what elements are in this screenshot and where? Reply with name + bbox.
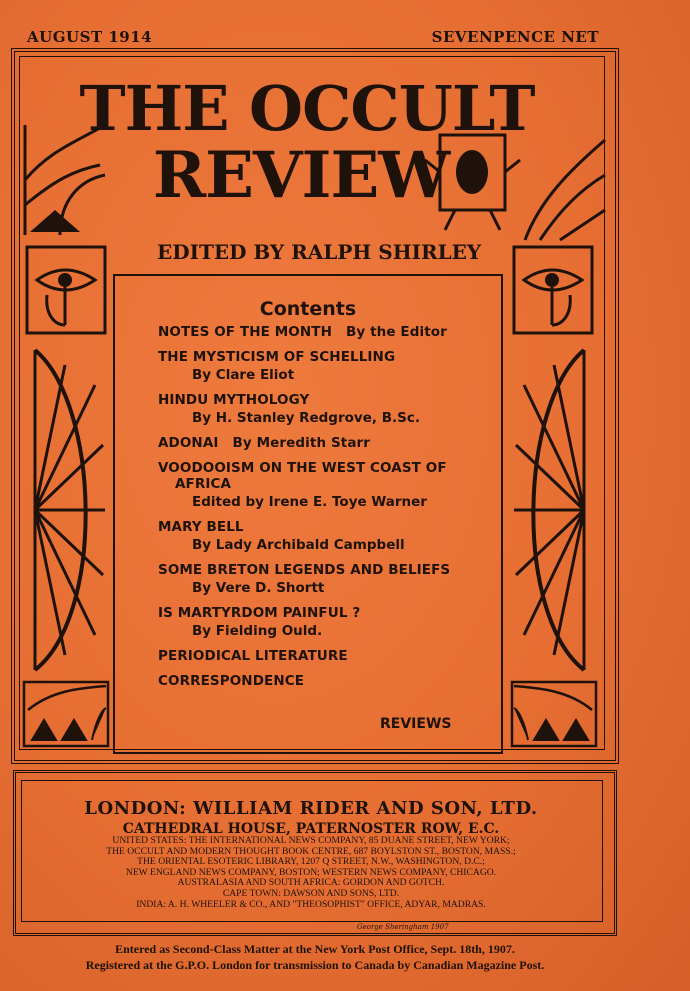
article-title: IS MARTYRDOM PAINFUL ? bbox=[158, 605, 361, 621]
list-item bbox=[158, 648, 508, 664]
list-item bbox=[158, 673, 508, 689]
article-author: By Meredith Starr bbox=[232, 435, 371, 451]
agent-line: NEW ENGLAND NEWS COMPANY, BOSTON; WESTERN NEWS COMPANY, CHICAGO. bbox=[125, 866, 497, 878]
list-item bbox=[158, 562, 508, 596]
lotus-ornament-bottom-right bbox=[510, 680, 598, 748]
article-title: THE MYSTICISM OF SCHELLING bbox=[158, 349, 396, 365]
agent-line: THE ORIENTAL ESOTERIC LIBRARY, 1207 Q STREET, N.W., WASHINGTON, D.C.; bbox=[137, 856, 485, 868]
agent-line: THE OCCULT AND MODERN THOUGHT BOOK CENTRE, 687 BOYLSTON ST., BOSTON, MASS.; bbox=[106, 845, 516, 857]
list-item bbox=[158, 460, 508, 510]
publisher-name: LONDON: WILLIAM RIDER AND SON, LTD. bbox=[84, 798, 538, 819]
article-author: By Clare Eliot bbox=[192, 367, 295, 383]
lotus-ornament-bottom-left bbox=[22, 680, 110, 748]
article-title: VOODOOISM ON THE WEST COAST OF bbox=[158, 460, 447, 476]
article-title: ADONAI bbox=[158, 435, 219, 451]
agent-line: UNITED STATES: THE INTERNATIONAL NEWS COMPANY, 85 DUANE STREET, NEW YORK; bbox=[112, 835, 510, 846]
article-title-continued: AFRICA bbox=[175, 476, 232, 492]
article-author: By Fielding Ould. bbox=[192, 623, 323, 639]
postal-notice-line-2: Registered at the G.P.O. London for transmission to Canada by Canadian Magazine Post. bbox=[85, 958, 545, 972]
agent-line: CAPE TOWN: DAWSON AND SONS, LTD. bbox=[222, 887, 400, 899]
article-author: By Vere D. Shortt bbox=[192, 580, 325, 596]
wing-ornament-right bbox=[512, 345, 594, 675]
list-item bbox=[158, 435, 508, 451]
article-title: MARY BELL bbox=[158, 519, 244, 535]
article-title: SOME BRETON LEGENDS AND BELIEFS bbox=[158, 562, 451, 578]
publisher-address: CATHEDRAL HOUSE, PATERNOSTER ROW, E.C. bbox=[122, 821, 500, 837]
reviews-label: REVIEWS bbox=[380, 716, 452, 732]
article-author: By the Editor bbox=[345, 324, 447, 340]
postal-notice-line-1: Entered as Second-Class Matter at the New York Post Office, Sept. 18th, 1907. bbox=[115, 942, 515, 956]
list-item bbox=[158, 519, 508, 553]
artist-signature: George Sheringham 1907 bbox=[357, 923, 449, 931]
list-item bbox=[158, 392, 508, 426]
contents-panel bbox=[113, 274, 503, 754]
wing-ornament-left bbox=[25, 345, 107, 675]
article-title: CORRESPONDENCE bbox=[158, 673, 305, 689]
agent-line: INDIA: A. H. WHEELER & CO., AND "THEOSOPHIST" OFFICE, ADYAR, MADRAS. bbox=[136, 898, 486, 910]
article-author: By H. Stanley Redgrove, B.Sc. bbox=[192, 410, 420, 426]
article-author: Edited by Irene E. Toye Warner bbox=[192, 494, 427, 510]
price-label: SEVENPENCE NET bbox=[431, 28, 599, 46]
magazine-title-line-1: THE OCCULT bbox=[79, 72, 535, 145]
editor-credit: EDITED BY RALPH SHIRLEY bbox=[157, 240, 482, 264]
article-title: NOTES OF THE MONTH bbox=[158, 324, 332, 340]
issue-date: AUGUST 1914 bbox=[27, 28, 153, 46]
list-item bbox=[158, 324, 508, 340]
contents-heading: Contents bbox=[259, 298, 357, 320]
list-item bbox=[158, 605, 508, 639]
agents-list bbox=[40, 836, 582, 910]
eye-ornament-right bbox=[512, 245, 594, 335]
magazine-title-line-2: REVIEW bbox=[152, 138, 450, 213]
eye-ornament-left bbox=[25, 245, 107, 335]
article-author: By Lady Archibald Campbell bbox=[192, 537, 405, 553]
list-item bbox=[158, 349, 508, 383]
table-of-contents bbox=[158, 324, 508, 698]
agent-line: AUSTRALASIA AND SOUTH AFRICA: GORDON AND GOTCH. bbox=[177, 877, 445, 889]
article-title: HINDU MYTHOLOGY bbox=[158, 392, 310, 408]
article-title: PERIODICAL LITERATURE bbox=[158, 648, 348, 664]
